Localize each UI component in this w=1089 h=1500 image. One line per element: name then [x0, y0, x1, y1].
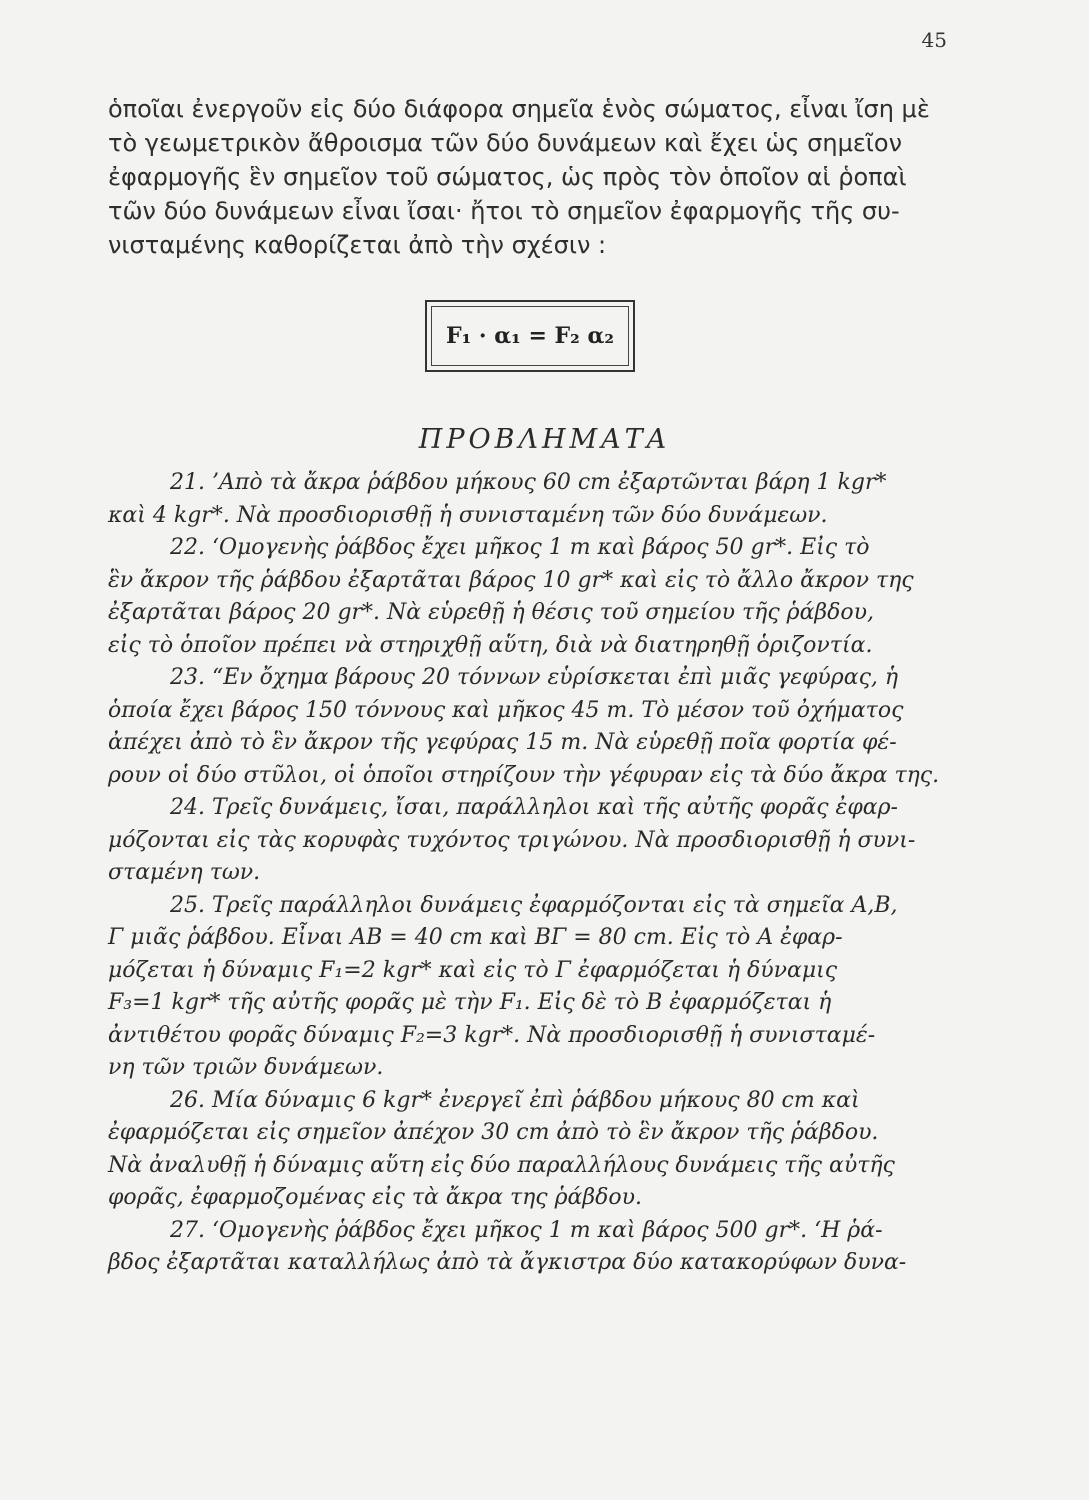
problem-23 [108, 662, 958, 792]
problem-line: 21. ’Απὸ τὰ ἄκρα ῥάβδου μήκους 60 cm ἐξαρτῶνται βάρη 1 kgr* [170, 470, 887, 495]
problem-line: βδος ἐξαρτᾶται καταλλήλως ἀπὸ τὰ ἄγκιστρα δύο κατακορύφων δυνα- [108, 1250, 907, 1275]
problem-line: μόζονται εἰς τὰς κορυφὰς τυχόντος τριγώνου. Νὰ προσδιορισθῇ ἡ συνι- [108, 827, 916, 853]
problem-line: μόζεται ἡ δύναμις F₁=2 kgr* καὶ εἰς τὸ Γ ἐφαρμόζεται ἡ δύναμις [108, 957, 838, 983]
problem-line: ἐφαρμόζεται εἰς σημεῖον ἀπέχον 30 cm ἀπὸ τὸ ἓν ἄκρον τῆς ῥάβδου. [108, 1120, 879, 1145]
section-title: ΠΡΟΒΛΗΜΑΤΑ [418, 424, 671, 455]
problem-line: φορᾶς, ἐφαρμοζομένας εἰς τὰ ἄκρα της ῥάβδου. [108, 1185, 642, 1210]
problem-line: σταμένη των. [108, 860, 261, 885]
problem-line: νη τῶν τριῶν δυνάμεων. [108, 1055, 384, 1080]
problem-line: ἐξαρτᾶται βάρος 20 gr*. Νὰ εὑρεθῇ ἡ θέσις τοῦ σημείου τῆς ῥάβδου, [108, 600, 875, 625]
problem-line: ἓν ἄκρον τῆς ῥάβδου ἐξαρτᾶται βάρος 10 gr* καὶ εἰς τὸ ἄλλο ἄκρον της [108, 567, 914, 593]
problem-21 [108, 467, 958, 532]
problem-line: F₃=1 kgr* τῆς αὐτῆς φορᾶς μὲ τὴν F₁. Εἰς δὲ τὸ Β ἐφαρμόζεται ἡ [108, 990, 832, 1015]
problem-line: 25. Τρεῖς παράλληλοι δυνάμεις ἐφαρμόζονται εἰς τὰ σημεῖα Α,Β, [170, 892, 898, 918]
problem-26 [108, 1085, 958, 1215]
problem-line: 22. ‘Ομογενὴς ῥάβδος ἔχει μῆκος 1 m καὶ βάρος 50 gr*. Εἰς τὸ [170, 535, 870, 560]
problem-24 [108, 792, 958, 890]
problem-line: Γ μιᾶς ῥάβδου. Εἶναι ΑΒ = 40 cm καὶ ΒΓ = 80 cm. Εἰς τὸ Α ἐφαρ- [108, 925, 843, 950]
problem-line: ρουν οἱ δύο στῦλοι, οἱ ὁποῖοι στηρίζουν τὴν γέφυραν εἰς τὰ δύο ἄκρα της. [108, 762, 940, 788]
problem-line: 27. ‘Ομογενὴς ῥάβδος ἔχει μῆκος 1 m καὶ βάρος 500 gr*. ‘Η ῥά- [170, 1217, 883, 1243]
problem-line: Νὰ ἀναλυθῇ ἡ δύναμις αὕτη εἰς δύο παραλλήλους δυνάμεις τῆς αὐτῆς [108, 1152, 895, 1178]
problem-line: 24. Τρεῖς δυνάμεις, ἴσαι, παράλληλοι καὶ τῆς αὐτῆς φορᾶς ἐφαρ- [170, 795, 898, 820]
problem-line: καὶ 4 kgr*. Νὰ προσδιορισθῇ ἡ συνισταμένη τῶν δύο δυνάμεων. [108, 502, 828, 528]
intro-line: ἐφαρμογῆς ἓν σημεῖον τοῦ σώματος, ὡς πρὸς τὸν ὁποῖον αἱ ῥοπαὶ [108, 163, 907, 191]
problem-line: ἀντιθέτου φορᾶς δύναμις F₂=3 kgr*. Νὰ προσδιορισθῇ ἡ συνισταμέ- [108, 1022, 876, 1048]
formula: F₁ · α₁ = F₂ α₂ [431, 306, 629, 366]
problem-line: εἰς τὸ ὁποῖον πρέπει νὰ στηριχθῇ αὕτη, διὰ νὰ διατηρηθῇ ὁριζοντία. [108, 632, 873, 658]
formula-box [425, 300, 635, 372]
problems-list [108, 467, 958, 1280]
intro-line: τὸ γεωμετρικὸν ἄθροισμα τῶν δύο δυνάμεων καὶ ἔχει ὡς σημεῖον [108, 129, 903, 157]
problem-line: ὁποία ἔχει βάρος 150 τόννους καὶ μῆκος 45 m. Τὸ μέσον τοῦ ὀχήματος [108, 697, 904, 723]
problem-line: ἀπέχει ἀπὸ τὸ ἓν ἄκρον τῆς γεφύρας 15 m. Νὰ εὑρεθῇ ποῖα φορτία φέ- [108, 730, 897, 755]
problem-27 [108, 1215, 958, 1280]
problem-25 [108, 890, 958, 1085]
intro-line: ὁποῖαι ἐνεργοῦν εἰς δύο διάφορα σημεῖα ἑνὸς σώματος, εἶναι ἴση μὲ [108, 95, 930, 123]
intro-line: τῶν δύο δυνάμεων εἶναι ἴσαι· ἤτοι τὸ σημεῖον ἐφαρμογῆς τῆς συ- [108, 197, 900, 225]
intro-line: νισταμένης καθορίζεται ἀπὸ τὴν σχέσιν : [108, 231, 607, 259]
problem-22 [108, 532, 958, 662]
intro-paragraph [108, 92, 948, 262]
page-number: 45 [921, 28, 947, 52]
problem-line: 23. “Εν ὄχημα βάρους 20 τόννων εὑρίσκεται ἐπὶ μιᾶς γεφύρας, ἡ [170, 665, 899, 690]
problem-line: 26. Μία δύναμις 6 kgr* ἐνεργεῖ ἐπὶ ῥάβδου μήκους 80 cm καὶ [170, 1087, 860, 1113]
